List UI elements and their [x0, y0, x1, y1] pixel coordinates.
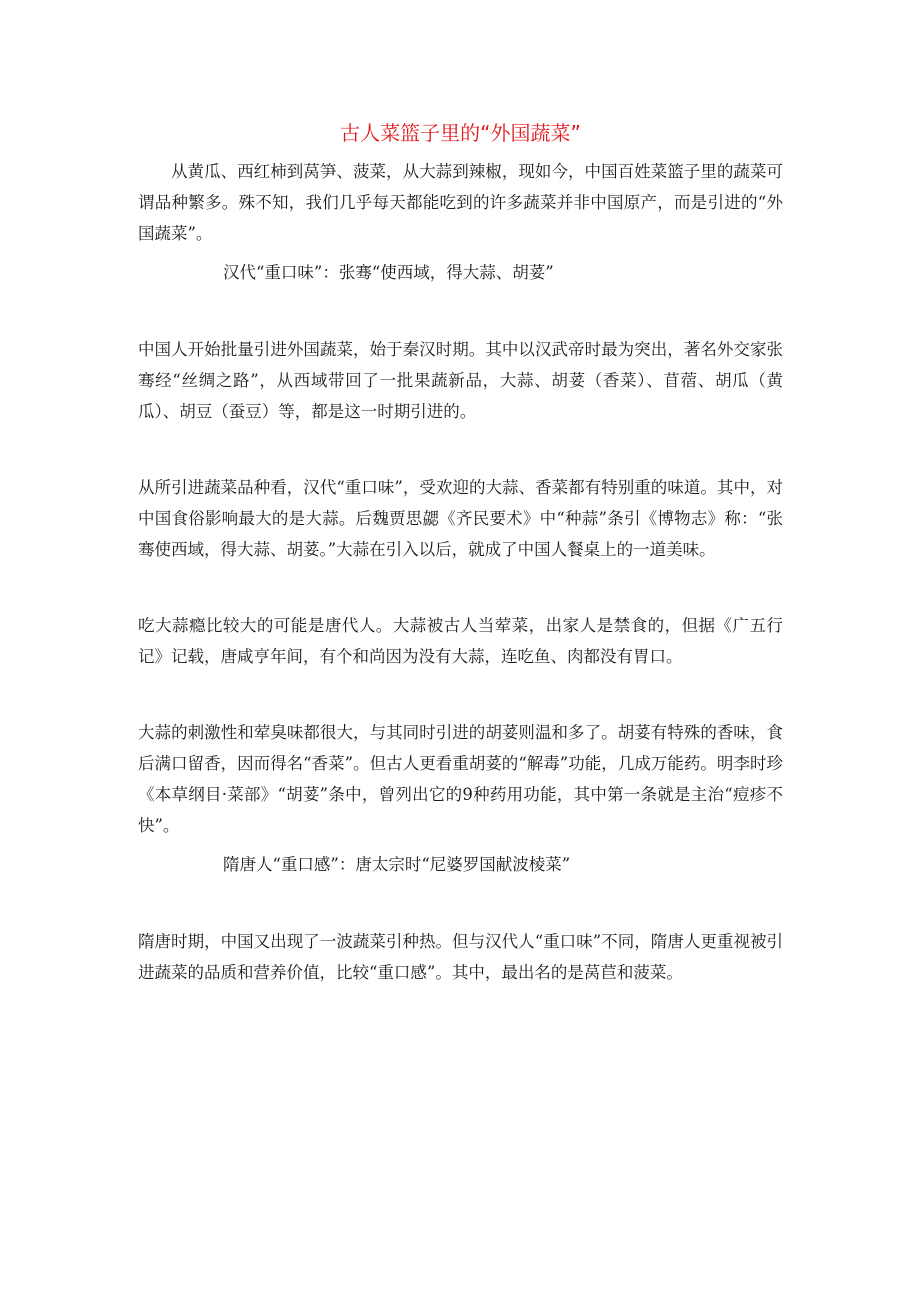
paragraph-tang-garlic: 吃大蒜瘾比较大的可能是唐代人。大蒜被古人当荤菜，出家人是禁食的，但据《广五行记》记载，唐咸亨年间，有个和尚因为没有大蒜，连吃鱼、肉都没有胃口。: [138, 616, 783, 666]
paragraph-garlic: 从所引进蔬菜品种看，汉代“重口味”，受欢迎的大蒜、香菜都有特别重的味道。其中，对中国食俗影响最大的是大蒜。后魏贾思勰《齐民要术》中“种蒜”条引《博物志》称：“张骞使西域，得大蒜、胡荽。”大蒜在引入以后，就成了中国人餐桌上的一道美味。: [138, 478, 783, 559]
intro-paragraph: 从黄瓜、西红柿到莴笋、菠菜，从大蒜到辣椒，现如今，中国百姓菜篮子里的蔬菜可谓品种繁多。殊不知，我们几乎每天都能吃到的许多蔬菜并非中国原产，而是引进的“外国蔬菜”。: [138, 162, 783, 243]
paragraph-coriander: 大蒜的刺激性和荤臭味都很大，与其同时引进的胡荽则温和多了。胡荽有特殊的香味，食后满口留香，因而得名“香菜”。但古人更看重胡荽的“解毒”功能，几成万能药。明李时珍《本草纲目·菜部》“胡荽”条中，曾列出它的9种药用功能，其中第一条就是主治“痘疹不快”。: [138, 723, 783, 835]
paragraph-han-import: 中国人开始批量引进外国蔬菜，始于秦汉时期。其中以汉武帝时最为突出，著名外交家张骞经“丝绸之路”，从西域带回了一批果蔬新品，大蒜、胡荽（香菜）、苜蓿、胡瓜（黄瓜）、胡豆（蚕豆）等，都是这一时期引进的。: [138, 340, 783, 421]
section-heading-suitang: 隋唐人“重口感”：唐太宗时“尼婆罗国献波棱菜”: [223, 855, 571, 874]
section-heading-han: 汉代“重口味”：张骞“使西域，得大蒜、胡荽”: [223, 263, 554, 282]
article-body: [138, 118, 783, 988]
paragraph-suitang: 隋唐时期，中国又出现了一波蔬菜引种热。但与汉代人“重口味”不同，隋唐人更重视被引进蔬菜的品质和营养价值，比较“重口感”。其中，最出名的是莴苣和菠菜。: [138, 932, 783, 982]
article-title: 古人菜篮子里的“外国蔬菜”: [340, 121, 581, 145]
